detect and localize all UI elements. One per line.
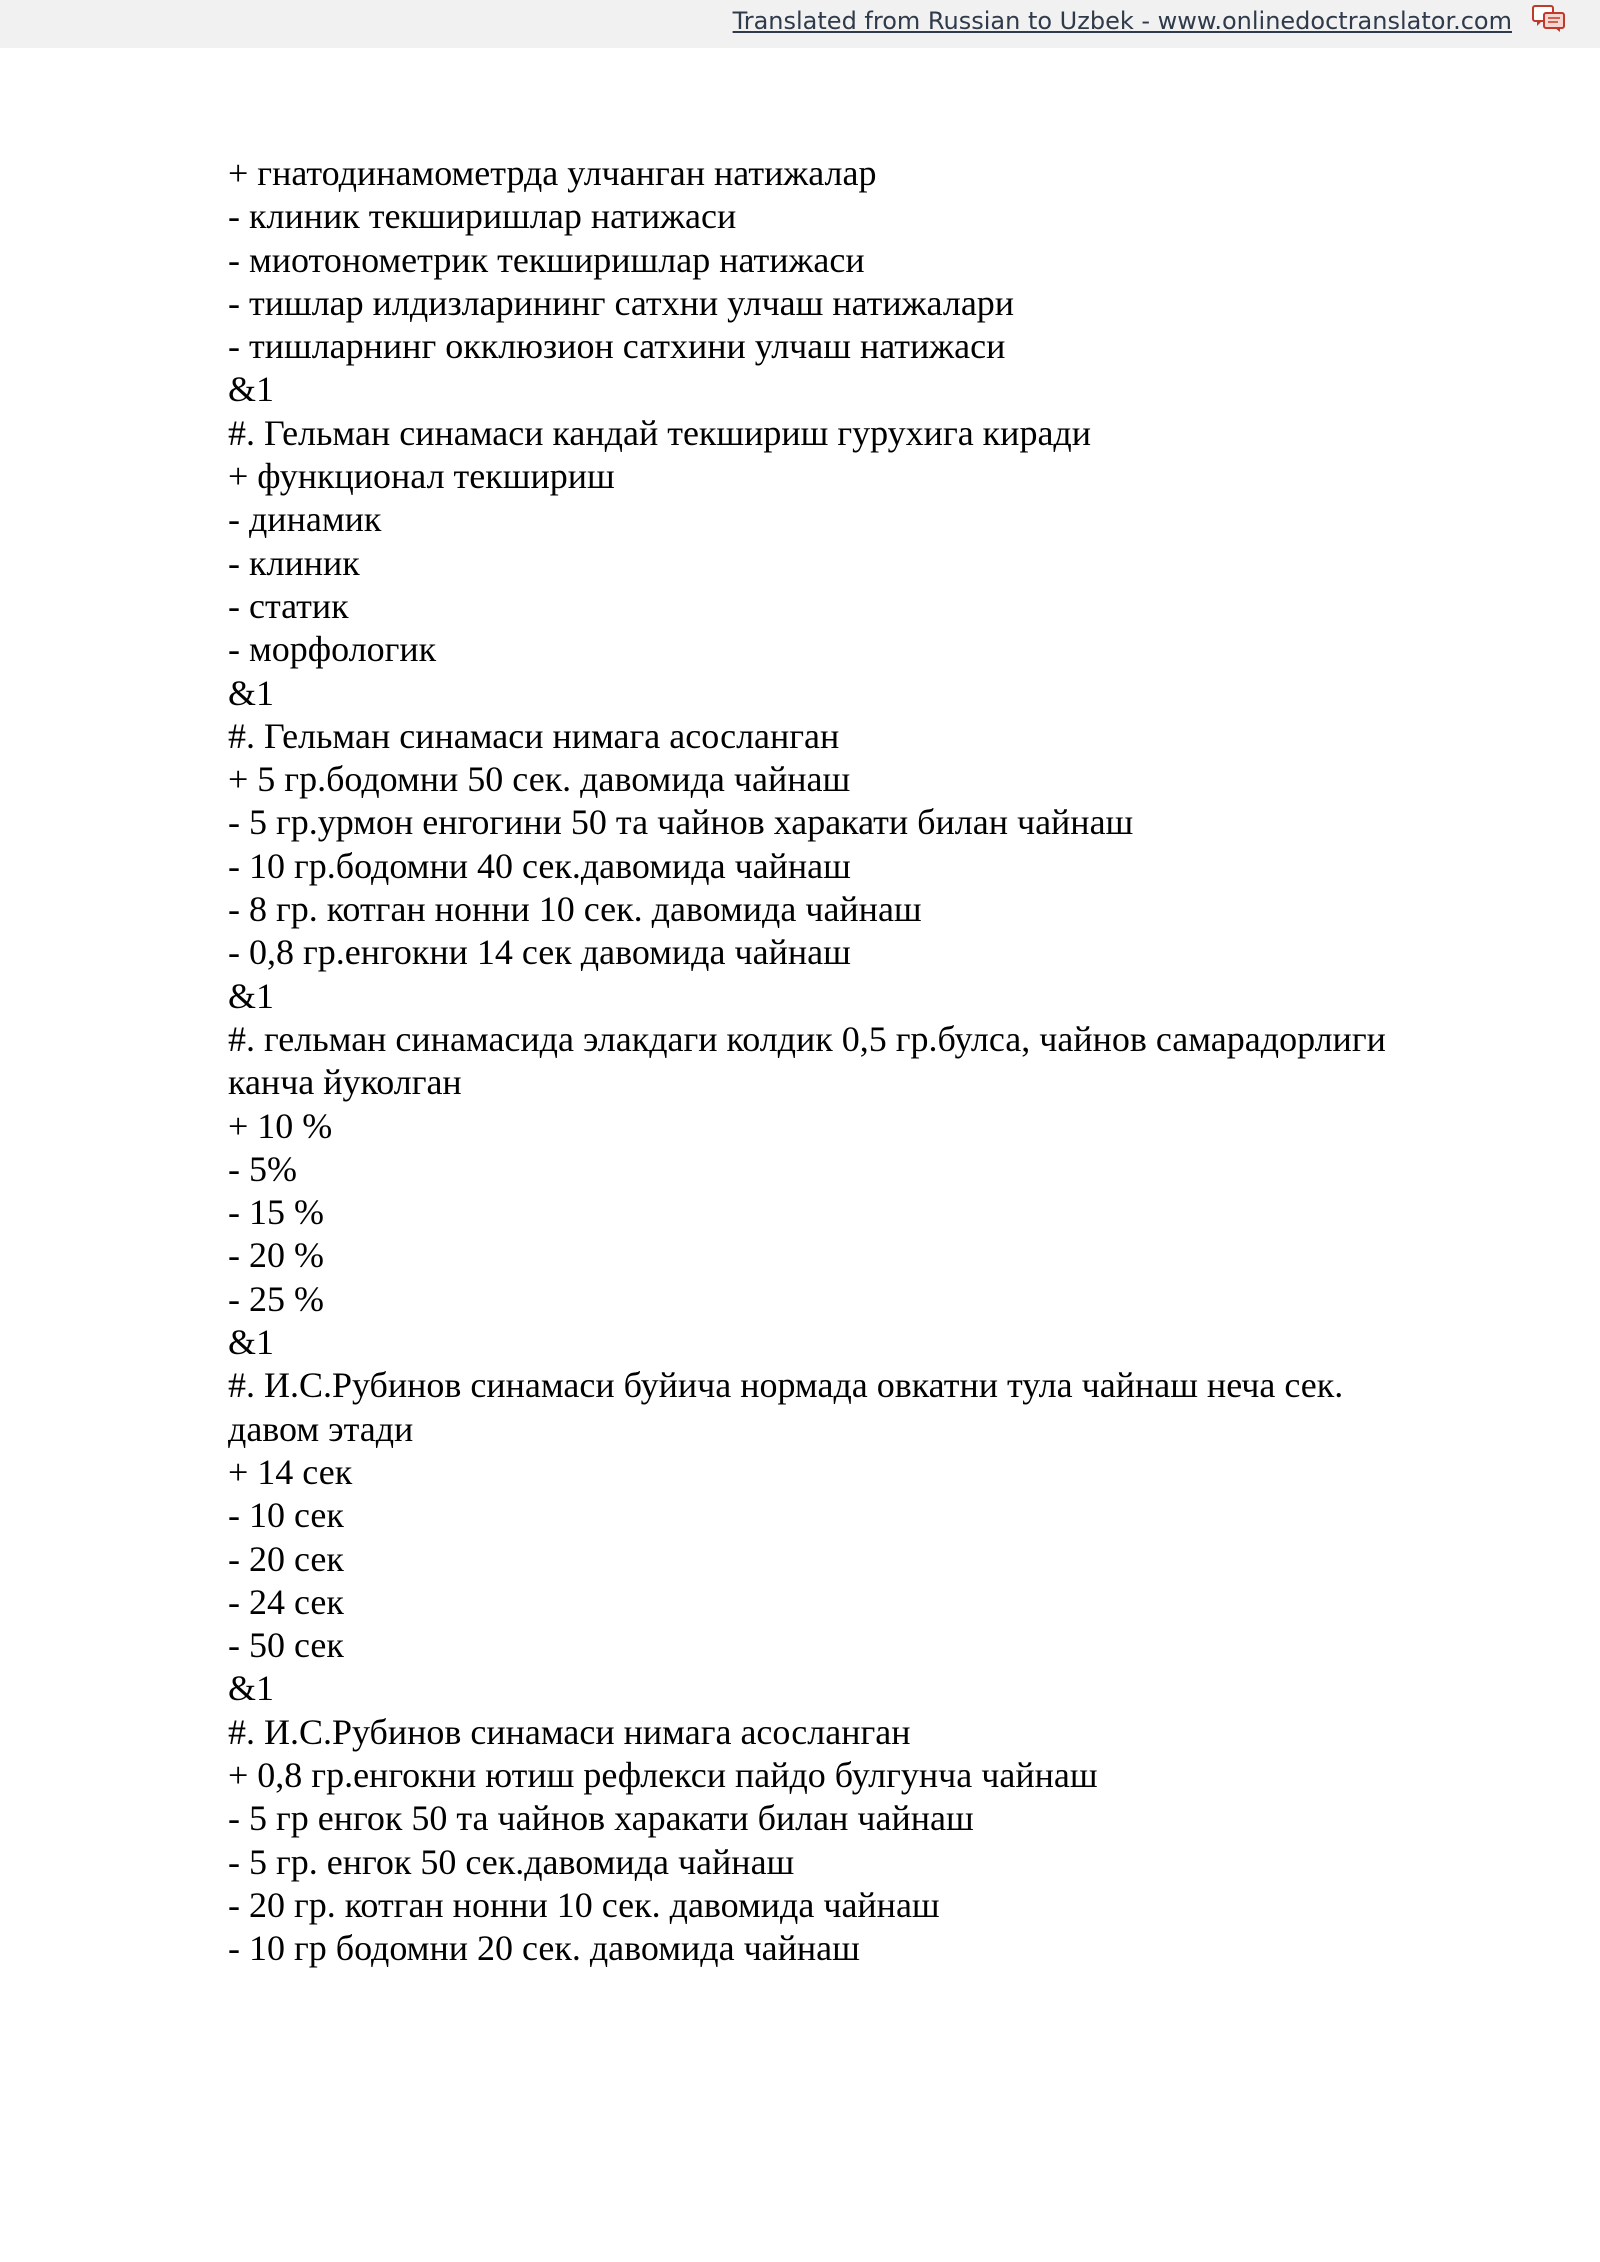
translation-source-link[interactable]: Translated from Russian to Uzbek - www.onlinedoctranslator.com: [732, 7, 1512, 35]
text-line: + 0,8 гр.енгокни ютиш рефлекси пайдо булгунча чайнаш: [228, 1754, 1098, 1795]
question-line: #. гельман синамасида элакдаги колдик 0,5 гр.булса, чайнов самарадорлиги: [228, 1018, 1386, 1059]
text-line: &1: [228, 369, 275, 410]
translation-banner: [0, 0, 1600, 48]
text-line: - 20 %: [228, 1235, 324, 1276]
text-line: - 10 сек: [228, 1495, 344, 1536]
text-line: &1: [228, 672, 275, 713]
text-line: &1: [228, 1668, 275, 1709]
question-line: #. И.С.Рубинов синамаси нимага асосланган: [228, 1711, 911, 1752]
text-line: - 5 гр. енгок 50 сек.давомида чайнаш: [228, 1841, 795, 1882]
translator-icon[interactable]: [1532, 5, 1566, 33]
text-line: - 5 гр.урмон енгогини 50 та чайнов харакати билан чайнаш: [228, 802, 1134, 843]
question-line: канча йуколган: [228, 1062, 462, 1103]
text-line: - тишлар илдизларининг сатхни улчаш натижалари: [228, 282, 1015, 323]
text-line: - 10 гр бодомни 20 сек. давомида чайнаш: [228, 1928, 860, 1969]
text-line: - 25 %: [228, 1278, 324, 1319]
text-line: - 5 гр енгок 50 та чайнов харакати билан чайнаш: [228, 1798, 974, 1839]
question-line: #. И.С.Рубинов синамаси буйича нормада овкатни тула чайнаш неча сек.: [228, 1365, 1344, 1406]
text-line: &1: [228, 975, 275, 1016]
text-line: - морфологик: [228, 629, 437, 670]
text-line: - статик: [228, 585, 349, 626]
question-line: давом этади: [228, 1408, 414, 1449]
text-line: - 0,8 гр.енгокни 14 сек давомида чайнаш: [228, 932, 851, 973]
text-line: - 10 гр.бодомни 40 сек.давомида чайнаш: [228, 845, 851, 886]
text-line: + 10 %: [228, 1105, 333, 1146]
text-line: - 50 сек: [228, 1625, 344, 1666]
text-line: &1: [228, 1322, 275, 1363]
text-line: - 8 гр. котган нонни 10 сек. давомида чайнаш: [228, 889, 922, 930]
text-line: + функционал текшириш: [228, 456, 615, 497]
document-body: [228, 152, 1478, 1970]
text-line: - клиник текширишлар натижаси: [228, 196, 737, 237]
text-line: + гнатодинамометрда улчанган натижалар: [228, 153, 877, 193]
question-line: #. Гельман синамаси нимага асосланган: [228, 715, 840, 756]
text-line: - 15 %: [228, 1192, 324, 1233]
question-line: #. Гельман синамаси кандай текшириш гурухига киради: [228, 412, 1091, 453]
text-line: + 5 гр.бодомни 50 сек. давомида чайнаш: [228, 759, 851, 800]
text-line: + 14 сек: [228, 1451, 353, 1492]
text-line: - 20 сек: [228, 1538, 344, 1579]
text-line: - 24 сек: [228, 1581, 344, 1622]
text-line: - 5%: [228, 1148, 297, 1189]
text-line: - динамик: [228, 499, 382, 540]
text-line: - клиник: [228, 542, 360, 583]
text-line: - 20 гр. котган нонни 10 сек. давомида чайнаш: [228, 1884, 940, 1925]
text-line: - тишларнинг окклюзион сатхини улчаш натижаси: [228, 326, 1006, 367]
text-line: - миотонометрик текширишлар натижаси: [228, 239, 865, 280]
